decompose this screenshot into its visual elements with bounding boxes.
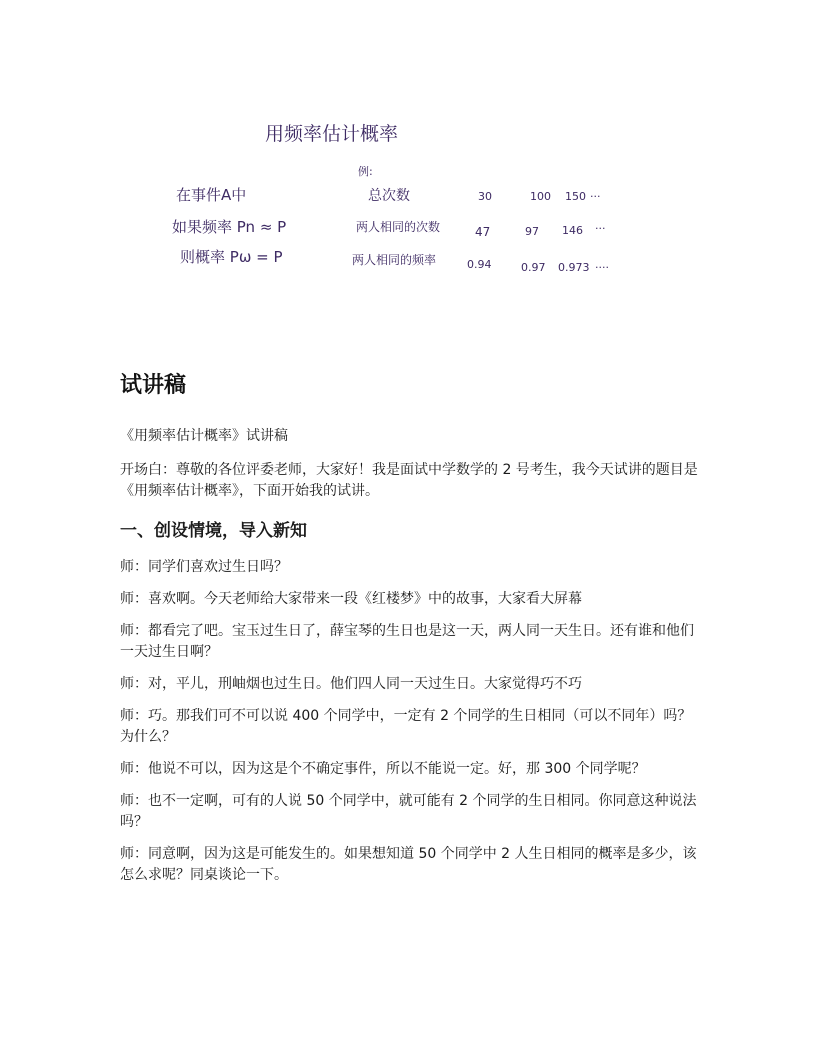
- dialog-paragraph: 师：都看完了吧。宝玉过生日了，薛宝琴的生日也是这一天，两人同一天生日。还有谁和他们一天过生日啊？: [120, 623, 694, 660]
- dialog-paragraph: 师：也不一定啊，可有的人说 50 个同学中，就可能有 2 个同学的生日相同。你同意这种说法吗？: [120, 793, 697, 830]
- board-row2-value: ···: [595, 222, 606, 235]
- dialog-paragraph: 师：他说不可以，因为这是个不确定事件，所以不能说一定。好，那 300 个同学呢？: [120, 761, 646, 777]
- board-row1-value: 30: [478, 190, 492, 203]
- opening-paragraph: 开场白：尊敬的各位评委老师，大家好！我是面试中学数学的 2 号考生，我今天试讲的题目是《用频率估计概率》，下面开始我的试讲。: [120, 462, 698, 499]
- dialog-paragraph: 师：巧。那我们可不可以说 400 个同学中，一定有 2 个同学的生日相同（可以不同年）吗？为什么？: [120, 708, 692, 745]
- board-row2-value: 146: [562, 224, 583, 237]
- board-row2-value: 97: [525, 225, 539, 238]
- board-row3-value: 0.973: [558, 261, 590, 274]
- document-subtitle: 《用频率估计概率》试讲稿: [120, 428, 288, 444]
- board-left-line2: 如果频率 Pn ≈ P: [172, 218, 287, 236]
- document-body: [120, 368, 700, 886]
- board-title: 用频率估计概率: [265, 123, 399, 145]
- board-row1-value: ···: [590, 190, 601, 203]
- board-row3-value: 0.97: [521, 261, 546, 274]
- board-row2-label: 两人相同的次数: [356, 220, 441, 234]
- document-title: 试讲稿: [120, 373, 187, 398]
- dialog-paragraph: 师：对，平儿，刑岫烟也过生日。他们四人同一天过生日。大家觉得巧不巧: [120, 676, 582, 692]
- board-row3-value: ····: [595, 261, 609, 274]
- board-row3-label: 两人相同的频率: [352, 253, 437, 267]
- board-left-line3: 则概率 Pω = P: [180, 248, 283, 266]
- dialog-paragraph: 师：同意啊，因为这是可能发生的。如果想知道 50 个同学中 2 人生日相同的概率是多少，该怎么求呢？同桌谈论一下。: [120, 846, 697, 883]
- handwritten-board-image: [120, 96, 630, 286]
- board-row1-value: 100: [530, 190, 551, 203]
- dialog-paragraph: 师：同学们喜欢过生日吗？: [120, 559, 288, 575]
- dialog-paragraph: 师：喜欢啊。今天老师给大家带来一段《红楼梦》中的故事，大家看大屏幕: [120, 591, 582, 607]
- board-row3-value: 0.94: [467, 258, 492, 271]
- section-heading: 一、创设情境，导入新知: [120, 521, 307, 541]
- board-row1-label: 总次数: [368, 188, 410, 204]
- board-row2-value: 47: [475, 225, 491, 239]
- board-example-label: 例:: [358, 165, 373, 178]
- board-left-line1: 在事件A中: [176, 186, 247, 204]
- board-row1-value: 150: [565, 190, 586, 203]
